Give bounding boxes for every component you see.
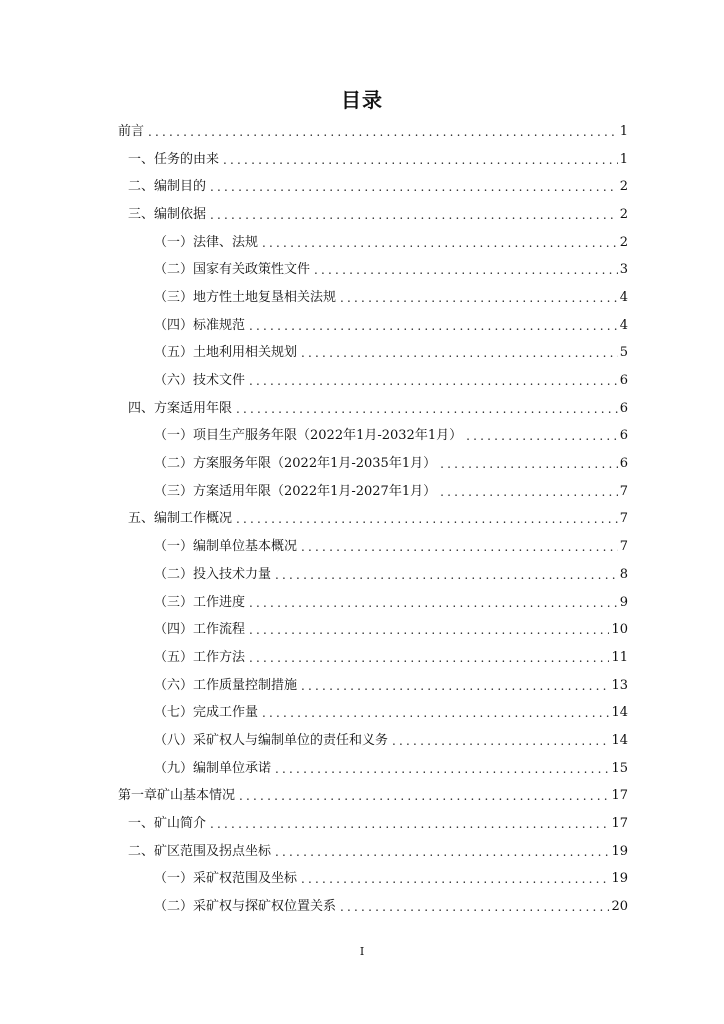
toc-entry-page-number: 1 bbox=[619, 123, 628, 139]
toc-entry-page-number: 19 bbox=[611, 843, 628, 859]
toc-entry-label: 三、编制依据 bbox=[128, 206, 207, 222]
toc-entry[interactable] bbox=[0, 173, 724, 201]
toc-entry[interactable] bbox=[0, 340, 724, 368]
toc-leader-dots bbox=[148, 124, 618, 140]
toc-entry-label: （三）地方性土地复垦相关法规 bbox=[154, 289, 337, 305]
toc-entry-label: （九）编制单位承诺 bbox=[154, 760, 272, 776]
toc-entry-label: 二、编制目的 bbox=[128, 179, 207, 195]
toc-entry-page-number: 9 bbox=[619, 594, 628, 610]
toc-entry[interactable] bbox=[0, 893, 724, 921]
toc-leader-dots bbox=[262, 235, 618, 251]
toc-entry-page-number: 4 bbox=[619, 317, 628, 333]
toc-leader-dots bbox=[340, 899, 609, 915]
toc-entry-label: （六）技术文件 bbox=[154, 373, 246, 389]
toc-leader-dots bbox=[236, 511, 618, 527]
toc-entry-page-number: 7 bbox=[619, 539, 628, 555]
toc-entry-page-number: 8 bbox=[619, 566, 628, 582]
toc-entry-page-number: 6 bbox=[619, 373, 628, 389]
toc-entry[interactable] bbox=[0, 755, 724, 783]
toc-entry-label: （七）完成工作量 bbox=[154, 705, 259, 721]
toc-leader-dots bbox=[440, 456, 618, 472]
toc-entry-label: （一）编制单位基本概况 bbox=[154, 539, 298, 555]
toc-entry-page-number: 2 bbox=[619, 179, 628, 195]
toc-leader-dots bbox=[249, 595, 618, 611]
toc-entry[interactable] bbox=[0, 866, 724, 894]
toc-entry[interactable] bbox=[0, 810, 724, 838]
toc-entry-page-number: 3 bbox=[619, 262, 628, 278]
toc-leader-dots bbox=[210, 816, 609, 832]
toc-leader-dots bbox=[275, 567, 618, 583]
toc-entry-page-number: 17 bbox=[611, 816, 628, 832]
toc-entry[interactable] bbox=[0, 478, 724, 506]
toc-entry-label: 一、矿山简介 bbox=[128, 816, 207, 832]
toc-entry[interactable] bbox=[0, 699, 724, 727]
toc-leader-dots bbox=[249, 373, 618, 389]
toc-leader-dots bbox=[223, 152, 618, 168]
toc-entry-page-number: 19 bbox=[611, 871, 628, 887]
toc-entry[interactable] bbox=[0, 672, 724, 700]
toc-entry-label: （四）工作流程 bbox=[154, 622, 246, 638]
toc-entry[interactable] bbox=[0, 256, 724, 284]
toc-entry[interactable] bbox=[0, 284, 724, 312]
toc-entry[interactable] bbox=[0, 312, 724, 340]
toc-leader-dots bbox=[301, 678, 609, 694]
toc-leader-dots bbox=[239, 788, 609, 804]
toc-entry-page-number: 6 bbox=[619, 400, 628, 416]
toc-entry[interactable] bbox=[0, 561, 724, 589]
toc-entry-page-number: 7 bbox=[619, 483, 628, 499]
toc-entry-label: 二、矿区范围及拐点坐标 bbox=[128, 843, 272, 859]
toc-entry-page-number: 17 bbox=[611, 788, 628, 804]
toc-entry[interactable] bbox=[0, 838, 724, 866]
toc-leader-dots bbox=[210, 207, 618, 223]
toc-entry[interactable] bbox=[0, 506, 724, 534]
toc-entry-page-number: 10 bbox=[611, 622, 628, 638]
toc-entry-label: （五）工作方法 bbox=[154, 649, 246, 665]
toc-entry[interactable] bbox=[0, 423, 724, 451]
toc-entry-page-number: 15 bbox=[611, 760, 628, 776]
toc-leader-dots bbox=[249, 318, 618, 334]
toc-leader-dots bbox=[275, 844, 609, 860]
toc-entry-label: （二）方案服务年限（2022年1月-2035年1月） bbox=[154, 456, 437, 472]
toc-leader-dots bbox=[301, 345, 618, 361]
toc-leader-dots bbox=[301, 871, 609, 887]
toc-entry-label: 第一章矿山基本情况 bbox=[118, 788, 236, 804]
toc-entry-label: （一）法律、法规 bbox=[154, 234, 259, 250]
toc-entry-page-number: 11 bbox=[611, 649, 628, 665]
toc-entry[interactable] bbox=[0, 589, 724, 617]
toc-entry-label: （三）方案适用年限（2022年1月-2027年1月） bbox=[154, 483, 437, 499]
toc-leader-dots bbox=[466, 428, 618, 444]
toc-leader-dots bbox=[340, 290, 618, 306]
toc-entry-page-number: 2 bbox=[619, 206, 628, 222]
toc-entry-page-number: 4 bbox=[619, 289, 628, 305]
toc-entry[interactable] bbox=[0, 450, 724, 478]
toc-entry-label: （四）标准规范 bbox=[154, 317, 246, 333]
toc-leader-dots bbox=[392, 733, 609, 749]
toc-entry-label: 前言 bbox=[118, 123, 145, 139]
toc-entry-label: （八）采矿权人与编制单位的责任和义务 bbox=[154, 732, 389, 748]
toc-entry[interactable] bbox=[0, 533, 724, 561]
toc-entry-page-number: 6 bbox=[619, 428, 628, 444]
toc-entry-label: （一）项目生产服务年限（2022年1月-2032年1月） bbox=[154, 428, 463, 444]
toc-leader-dots bbox=[262, 705, 609, 721]
page-title: 目录 bbox=[341, 88, 383, 112]
toc-entry[interactable] bbox=[0, 644, 724, 672]
toc-leader-dots bbox=[301, 539, 618, 555]
toc-leader-dots bbox=[440, 484, 618, 500]
toc-entry-label: （二）采矿权与探矿权位置关系 bbox=[154, 899, 337, 915]
toc-entry-label: （六）工作质量控制措施 bbox=[154, 677, 298, 693]
toc-entry-label: 一、任务的由来 bbox=[128, 151, 220, 167]
toc-entry-page-number: 14 bbox=[611, 705, 628, 721]
toc-leader-dots bbox=[275, 761, 609, 777]
toc-entry-page-number: 5 bbox=[619, 345, 628, 361]
toc-entry[interactable] bbox=[0, 727, 724, 755]
toc-entry-page-number: 1 bbox=[619, 151, 628, 167]
toc-leader-dots bbox=[249, 622, 609, 638]
toc-entry-label: （二）投入技术力量 bbox=[154, 566, 272, 582]
toc-entry[interactable] bbox=[0, 229, 724, 257]
toc-leader-dots bbox=[236, 401, 618, 417]
toc-entry-page-number: 2 bbox=[619, 234, 628, 250]
toc-entry-label: 五、编制工作概况 bbox=[128, 511, 233, 527]
toc-leader-dots bbox=[210, 179, 618, 195]
toc-entry-page-number: 7 bbox=[619, 511, 628, 527]
toc-entry-page-number: 14 bbox=[611, 732, 628, 748]
toc-entry[interactable] bbox=[0, 201, 724, 229]
table-of-contents bbox=[0, 118, 724, 921]
page-number-footer: I bbox=[359, 945, 365, 958]
toc-leader-dots bbox=[249, 650, 609, 666]
toc-entry[interactable] bbox=[0, 783, 724, 811]
toc-entry[interactable] bbox=[0, 395, 724, 423]
toc-entry[interactable] bbox=[0, 118, 724, 146]
toc-entry[interactable] bbox=[0, 616, 724, 644]
toc-entry-label: （三）工作进度 bbox=[154, 594, 246, 610]
toc-entry-page-number: 13 bbox=[611, 677, 628, 693]
toc-entry-page-number: 20 bbox=[611, 899, 628, 915]
toc-entry-label: 四、方案适用年限 bbox=[128, 400, 233, 416]
toc-entry-page-number: 6 bbox=[619, 456, 628, 472]
toc-entry-label: （五）土地利用相关规划 bbox=[154, 345, 298, 361]
toc-entry[interactable] bbox=[0, 146, 724, 174]
toc-leader-dots bbox=[314, 262, 618, 278]
toc-entry-label: （二）国家有关政策性文件 bbox=[154, 262, 311, 278]
toc-entry[interactable] bbox=[0, 367, 724, 395]
toc-entry-label: （一）采矿权范围及坐标 bbox=[154, 871, 298, 887]
